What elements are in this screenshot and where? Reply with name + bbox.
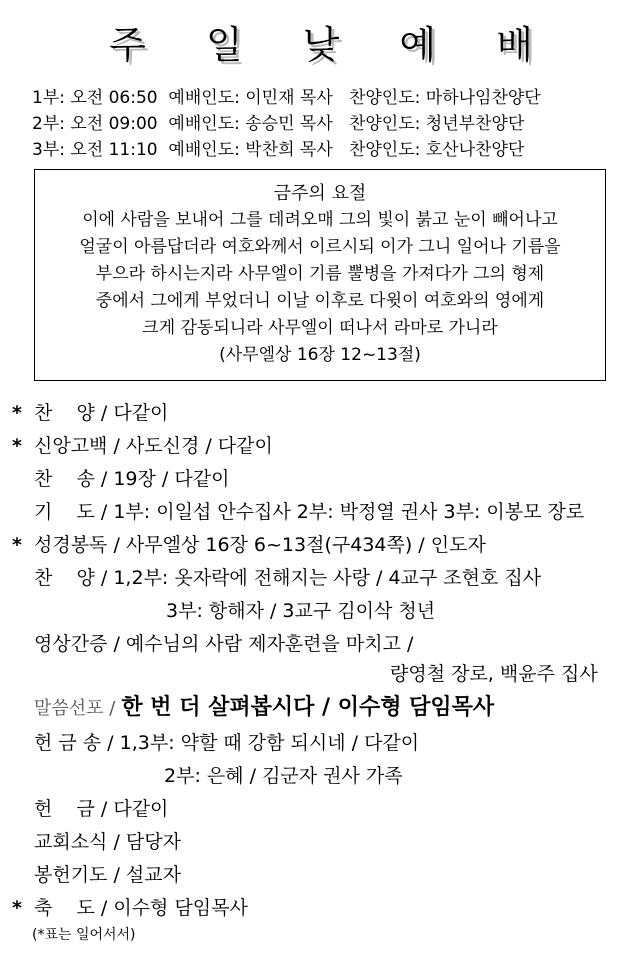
order-item: * 성경봉독 / 사무엘상 16장 6~13절(구434쪽) / 인도자: [12, 534, 486, 556]
verse-heading: 금주의 요절: [273, 183, 367, 204]
order-item-continued: 량영철 장로, 백윤주 집사: [390, 663, 598, 685]
sermon-title: 한 번 더 살펴봅시다 / 이수형 담임목사: [121, 695, 495, 720]
verse-line: 얼굴이 아름답더라 여호와께서 이르시되 이가 그니 일어나 기름을: [79, 237, 561, 257]
order-item-continued: 3부: 항해자 / 3교구 김이삭 청년: [166, 600, 436, 622]
order-item: 찬 양 / 1,2부: 옷자락에 전해지는 사랑 / 4교구 조현호 집사: [34, 567, 542, 589]
order-item: * 신앙고백 / 사도신경 / 다같이: [12, 435, 273, 457]
order-item: * 찬 양 / 다같이: [12, 402, 169, 424]
order-item: 교회소식 / 담당자: [34, 831, 181, 853]
verse-box: [34, 169, 606, 381]
standing-marker: *: [12, 435, 22, 457]
order-item: 헌 금 송 / 1,3부: 약할 때 강함 되시네 / 다같이: [34, 732, 420, 754]
service-1: 1부: 오전 06:50 예배인도: 이민재 목사 찬양인도: 마하나임찬양단: [32, 88, 541, 108]
standing-marker: *: [12, 897, 22, 919]
order-item: 기 도 / 1부: 이일섭 안수집사 2부: 박정열 권사 3부: 이봉모 장로: [34, 501, 585, 523]
order-item: * 축 도 / 이수형 담임목사: [12, 897, 248, 919]
verse-line: 크게 감동되니라 사무엘이 떠나서 라마로 가니라: [142, 318, 498, 338]
service-2: 2부: 오전 09:00 예배인도: 송승민 목사 찬양인도: 청년부찬양단: [32, 114, 525, 134]
verse-line: 중에서 그에게 부었더니 이날 이후로 다윗이 여호와의 영에게: [95, 291, 545, 311]
verse-reference: (사무엘상 16장 12~13절): [219, 345, 421, 365]
order-item: 헌 금 / 다같이: [34, 798, 169, 820]
standing-marker: *: [12, 402, 22, 424]
verse-line: 이에 사람을 보내어 그를 데려오매 그의 빛이 붉고 눈이 빼어나고: [82, 210, 558, 230]
order-item: 찬 송 / 19장 / 다같이: [34, 468, 230, 490]
order-item-sermon: [12, 690, 494, 721]
order-item-continued: 2부: 은혜 / 김군자 권사 가족: [164, 765, 403, 787]
order-item: 봉헌기도 / 설교자: [34, 864, 181, 886]
verse-line: 부으라 하시는지라 사무엘이 기름 뿔병을 가져다가 그의 형제: [95, 264, 545, 284]
service-3: 3부: 오전 11:10 예배인도: 박찬희 목사 찬양인도: 호산나찬양단: [32, 140, 525, 160]
sermon-label: 말씀선포 /: [34, 698, 116, 719]
order-item: 영상간증 / 예수님의 사람 제자훈련을 마치고 /: [34, 633, 414, 655]
standing-note: (*표는 일어서서): [32, 927, 136, 943]
page-title: 주 일 낮 예 배: [109, 23, 557, 67]
standing-marker: *: [12, 534, 22, 556]
